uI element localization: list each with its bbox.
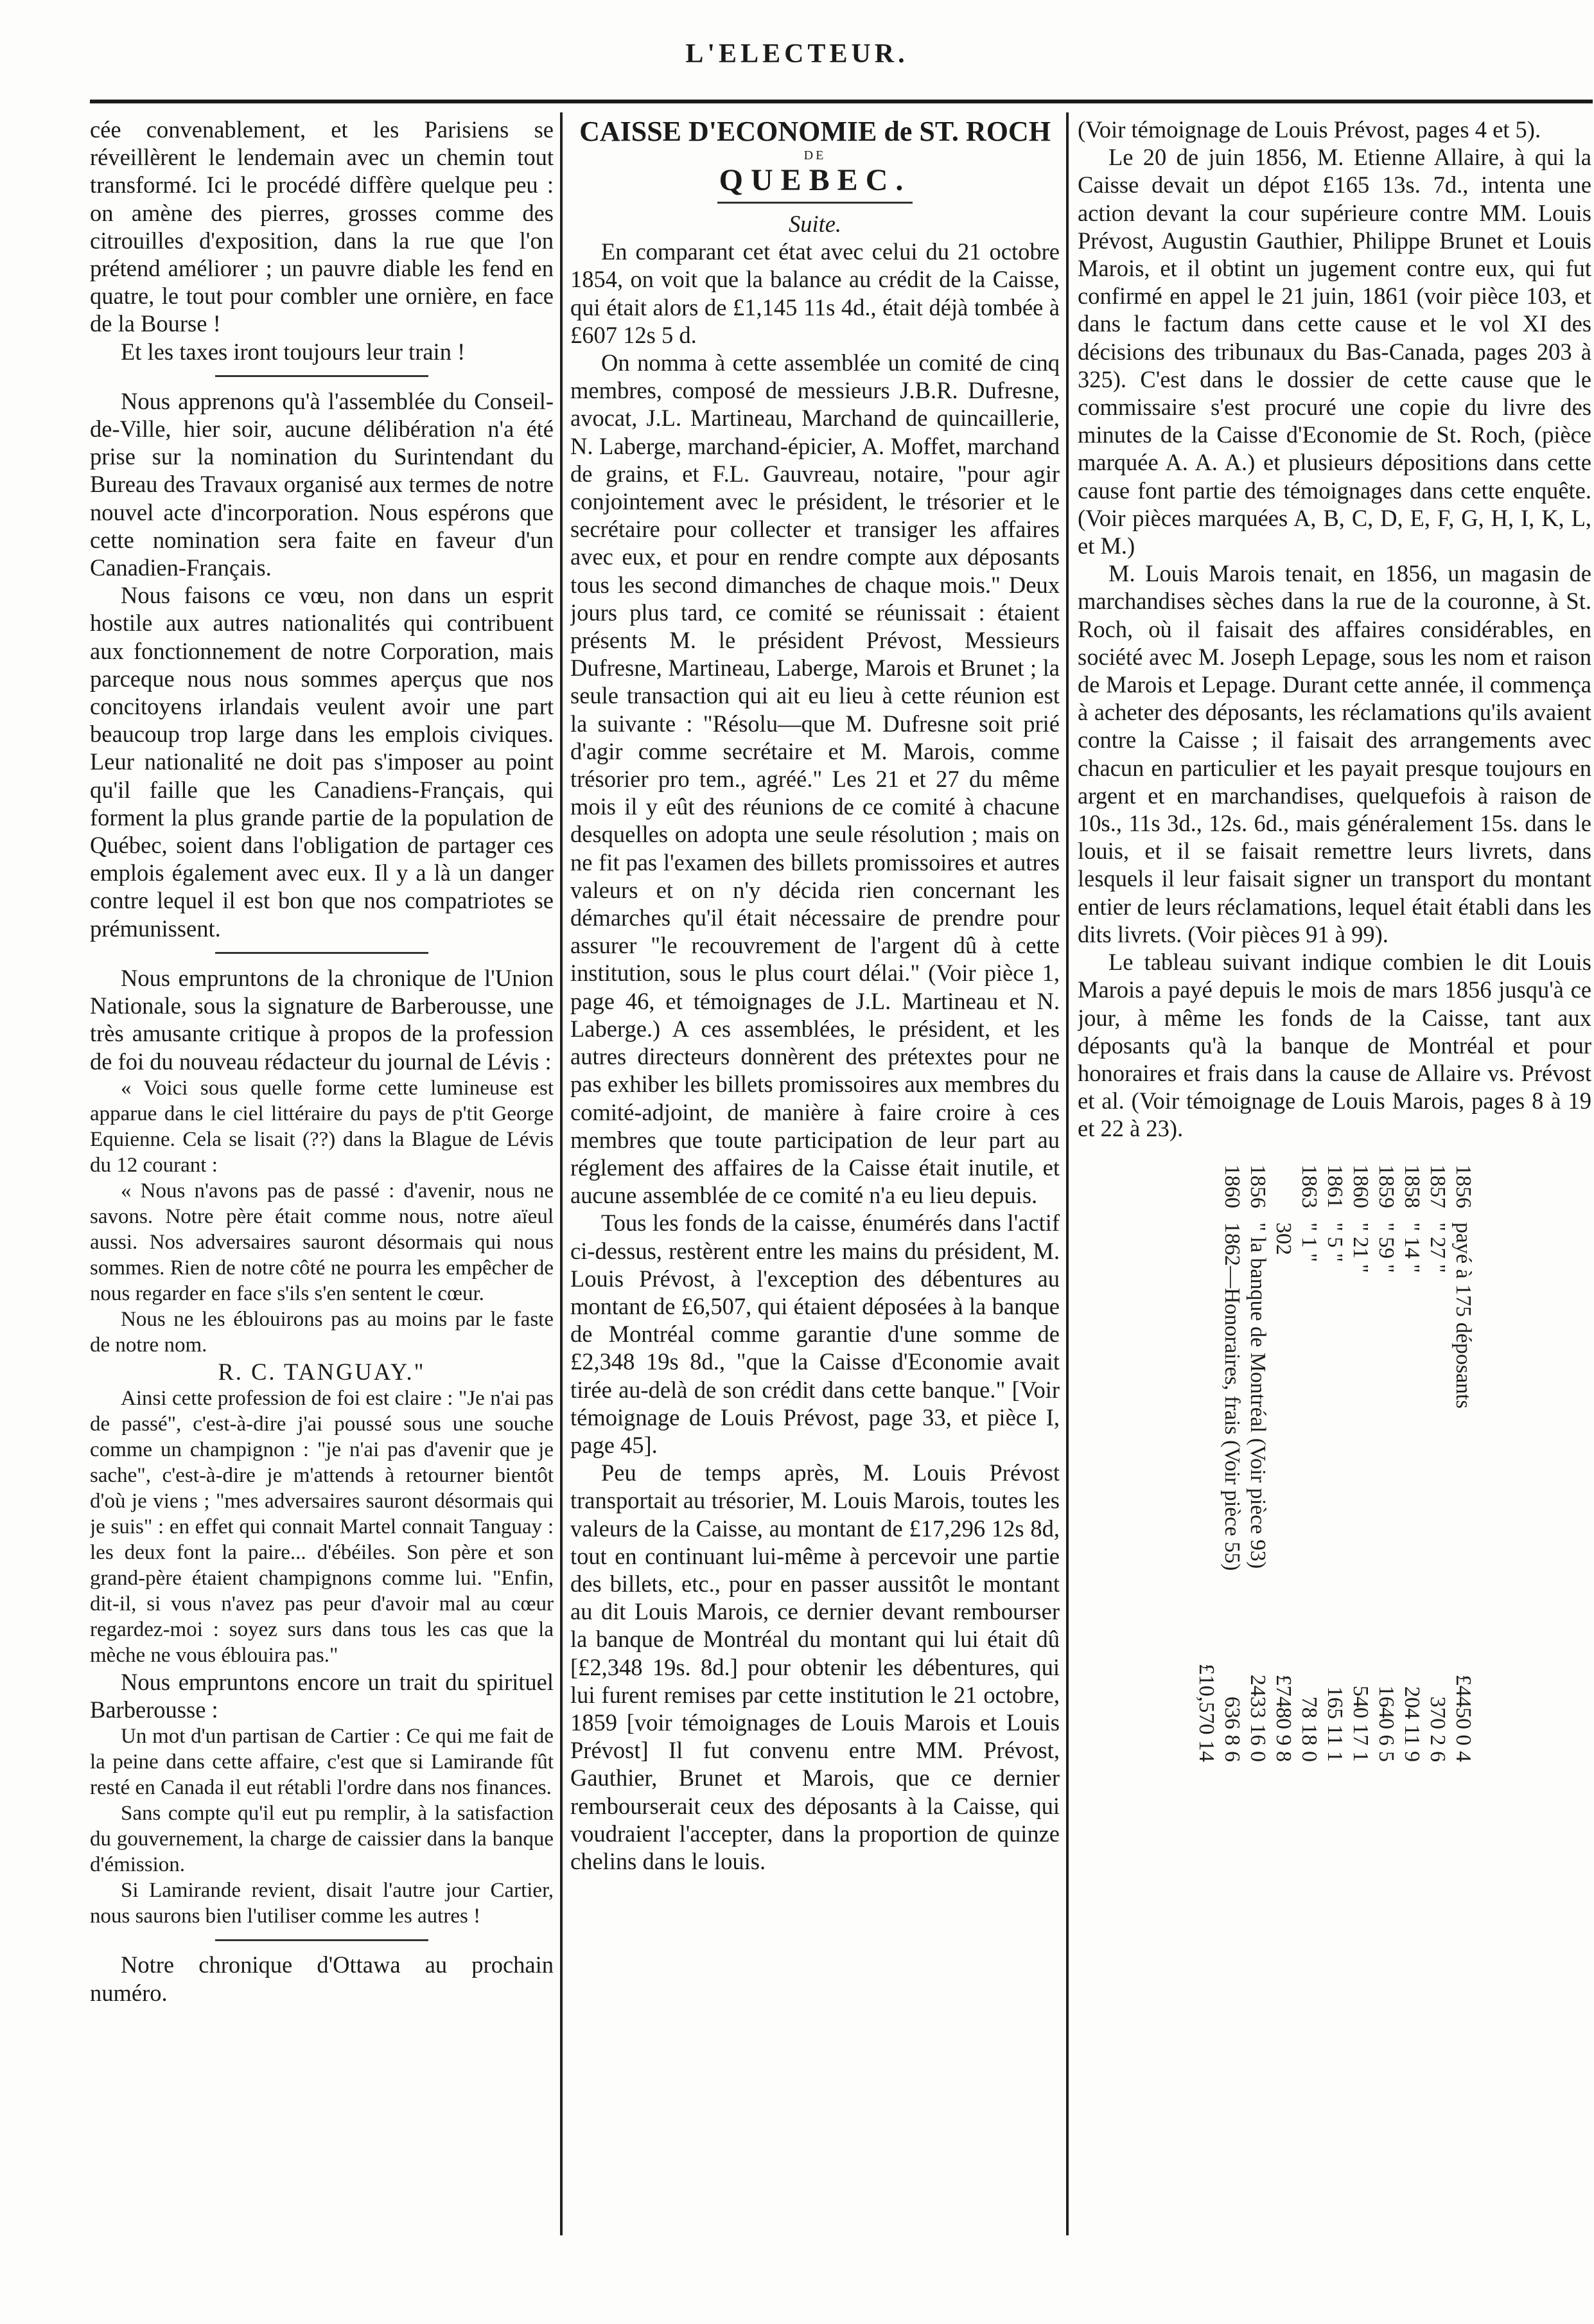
- paragraph: Un mot d'un partisan de Cartier : Ce qui me fait de la peine dans cette affaire, c'est que si Lamirande fût resté en Canada il eut rétabli l'ordre dans nos finances.: [90, 1725, 554, 1800]
- table-year: 1863: [1297, 1164, 1321, 1208]
- table-amount: 370 2 6: [1426, 1696, 1449, 1762]
- table-year: 1859: [1374, 1164, 1398, 1208]
- table-row: [1399, 1165, 1424, 2051]
- table-amount: 204 11 9: [1400, 1686, 1424, 1762]
- table-amount: 636 8 6: [1220, 1696, 1244, 1762]
- masthead: L'ELECTEUR.: [685, 39, 909, 69]
- table-year: 1860: [1349, 1164, 1372, 1208]
- payment-table-area: [1078, 1158, 1591, 2057]
- signature: R. C. TANGUAY.": [218, 1358, 426, 1385]
- table-amount: 540 17 1: [1349, 1685, 1372, 1762]
- paragraph: (Voir témoignage de Louis Prévost, pages 4 et 5).: [1078, 116, 1541, 143]
- article-heading: CAISSE D'ECONOMIE de ST. ROCH: [579, 116, 1051, 147]
- paragraph: Et les taxes iront toujours leur train !: [121, 338, 466, 365]
- table-row: [1322, 1165, 1347, 2051]
- column-1: [90, 116, 554, 2235]
- table-label: " la banque de Montréal (Voir pièce 93): [1246, 1222, 1270, 1569]
- table-label: " 21 ": [1349, 1222, 1372, 1273]
- table-row: [1424, 1165, 1450, 2051]
- table-subtotal-count: 302: [1272, 1222, 1295, 1255]
- table-label: " 5 ": [1323, 1222, 1347, 1262]
- paragraph: cée convenablement, et les Parisiens se réveillèrent le lendemain avec un chemin tout transformé. Ici le procédé diffère quelque peu : on amène des pierres, grosses comme des citrouilles d'exposition, dans la rue que l'on prétend améliorer ; un pauvre diable les fend en quatre, le tout pour combler une ornière, en face de la Bourse !: [90, 116, 554, 337]
- paragraph: Nous apprenons qu'à l'assemblée du Conseil-de-Ville, hier soir, aucune délibération n'a été prise sur la nomination du Surintendant du Bureau des Travaux organisé aux termes de notre nouvel acte d'incorporation. Nous espérons que cette nomination sera faite en faveur d'un Canadien-Français.: [90, 387, 554, 581]
- paragraph: On nomma à cette assemblée un comité de cinq membres, composé de messieurs J.B.R. Dufresne, avocat, J.L. Martineau, Marchand de quincaillerie, N. Laberge, marchand-épicier, A. Moffet, marchand de grains, et F.L. Gauvreau, notaire, "pour agir conjointement avec le président, le trésorier et le secrétaire pour collecter et transiger les affaires avec eux, et pour en rendre compte aux déposants tous les second dimanches de chaque mois." Deux jours plus tard, ce comité se réunissait : étaient présents M. le président Prévost, Messieurs Dufresne, Martineau, Laberge, Marois et Brunet ; la seule transaction qui ait eu lieu à cette réunion est la suivante : "Résolu—que M. Dufresne soit prié d'agir comme secrétaire et M. Marois, comme trésorier pro tem., agréé." Les 21 et 27 du même mois il y eût des réunions de ce comité à chacune desquelles on adopta une seule résolution ; mais on ne fit pas l'examen des billets promissoires et autres valeurs et on n'y décida rien concernant les démarches qu'il était nécessaire de prendre pour assurer "le recouvrement de l'argent dû à cette institution, sous le plus court délai." (Voir pièce 1, page 46, et témoignages de J.L. Martineau et N. Laberge.) A ces assemblées, le président, et les autres directeurs donnèrent des prétextes pour ne pas exhiber les billets promissoires aux membres du comité-adjoint, de manière à faire croire à ces membres que toute participation de leur part au réglement des affaires de la Caisse était inutile, et aucune assemblée de ce comité n'a eu lieu depuis.: [570, 349, 1060, 1209]
- separator: [90, 1933, 554, 1947]
- paragraph: Peu de temps après, M. Louis Prévost transportait au trésorier, M. Louis Marois, toutes les valeurs de la Caisse, au montant de £17,296 12s 8d, tout en continuant lui-même à percevoir une partie des billets, etc., pour en passer aussitôt le montant au dit Louis Marois, ce dernier devant rembourser la banque de Montréal du montant qui lui était dû [£2,348 19s. 8d.] pour obtenir les débentures, qui lui furent remises par cette institution le 21 octobre, 1859 [voir témoignages de Louis Marois et Louis Prévost] Il fut convenu entre MM. Prévost, Gauthier, Brunet et Marois, que ce dernier rembourserait ceux des déposants à la Caisse, qui voudraient l'accepter, dans la proportion de quinze chelins dans le louis.: [570, 1459, 1060, 1874]
- table-label: " 27 ": [1426, 1222, 1449, 1273]
- paragraph: Nous empruntons encore un trait du spirituel Barberousse :: [90, 1668, 554, 1723]
- table-total: £10,570 14: [1195, 1663, 1218, 1762]
- payment-table: [1193, 1165, 1476, 2051]
- paragraph: Le tableau suivant indique combien le dit Louis Marois a payé depuis le mois de mars 1856 jusqu'à ce jour, à même les fonds de la Caisse, tant aux déposants qu'à la banque de Montréal et pour honoraires et frais dans la cause de Allaire vs. Prévost et al. (Voir témoignage de Louis Marois, pages 8 à 19 et 22 à 23).: [1078, 949, 1591, 1142]
- table-label: 1862—Honoraires, frais (Voir pièce 55): [1220, 1222, 1244, 1571]
- paragraph: Nous ne les éblouirons pas au moins par le faste de notre nom.: [90, 1307, 554, 1357]
- table-row: [1245, 1165, 1270, 2051]
- paragraph: Ainsi cette profession de foi est claire : "Je n'ai pas de passé", c'est-à-dire j'ai poussé sous une souche comme un champignon : "je n'ai pas d'avenir que je sache", c'est-à-dire je m'attends à retourner bientôt d'où je viens ; "mes adversaires sauront désormais qui je suis" : en effet qui connait Martel connait Tanguay : les deux font la paire... d'ébéiles. Son père et son grand-père étaient champignons comme lui. "Enfin, dit-il, si vous n'avez pas peur d'avoir mal au cœur regardez-moi : soyez surs dans tous les cas que la mèche ne vous éblouira pas.": [90, 1386, 554, 1667]
- table-amount: £4450 0 4: [1451, 1674, 1475, 1762]
- column-rule-2: [1066, 112, 1069, 2235]
- table-year: 1860: [1220, 1164, 1244, 1208]
- table-amount: 2433 16 0: [1246, 1674, 1270, 1762]
- paragraph: Nous empruntons de la chronique de l'Union Nationale, sous la signature de Barberousse, une très amusante critique à propos de la profession de foi du nouveau rédacteur du journal de Lévis :: [90, 964, 554, 1075]
- paragraph: Notre chronique d'Ottawa au prochain numéro.: [90, 1951, 554, 2006]
- table-amount: 1640 6 5: [1374, 1685, 1398, 1762]
- table-year: 1858: [1400, 1164, 1424, 1208]
- paragraph: « Nous n'avons pas de passé : d'avenir, nous ne savons. Notre père était comme nous, notre aïeul aussi. Nos adversaires sauront désormais qui nous sommes. Rien de notre côté ne pourra les empêcher de nous regarder en face s'ils s'en sentent le cœur.: [90, 1179, 554, 1305]
- table-year: 1856: [1246, 1164, 1270, 1208]
- paragraph: Sans compte qu'il eut pu remplir, à la satisfaction du gouvernement, la charge de caissier dans la banque d'émission.: [90, 1802, 554, 1877]
- table-amount: 78 18 0: [1297, 1696, 1321, 1762]
- paragraph: Si Lamirande revient, disait l'autre jour Cartier, nous saurons bien l'utiliser comme les autres !: [90, 1879, 554, 1928]
- table-row: [1450, 1165, 1476, 2051]
- table-year: 1856: [1451, 1164, 1475, 1208]
- heading-rule: [717, 202, 913, 204]
- table-amount: 165 11 1: [1323, 1686, 1347, 1762]
- paragraph: M. Louis Marois tenait, en 1856, un magasin de marchandises sèches dans la rue de la couronne, à St. Roch, où il faisait des affaires considérables, en société avec M. Joseph Lepage, sous les nom et raison de Marois et Lepage. Durant cette année, il commença à acheter des déposants, les réclamations qu'ils avaient contre la Caisse ; il faisait des arrangements avec chacun en particulier et les payait presque toujours en argent et en marchandises, quelquefois à raison de 10s., 11s 3d., 12s. 6d., mais généralement 15s. dans le louis, et il se faisait remettre leurs livrets, dans lesquels il leur faisait signer un transport du montant entier de leurs réclamations, lequel était établi dans les dits livrets. (Voir pièces 91 à 99).: [1078, 560, 1591, 947]
- article-suite: Suite.: [788, 211, 842, 237]
- table-label: payé à 175 déposants: [1451, 1222, 1475, 1409]
- table-row: [1296, 1165, 1322, 2051]
- table-year: 1857: [1426, 1164, 1449, 1208]
- table-subtotal: £7480 9 8: [1272, 1674, 1295, 1762]
- table-label: " 59 ": [1374, 1222, 1398, 1273]
- column-rule-1: [560, 112, 563, 2235]
- paragraph: Nous faisons ce vœu, non dans un esprit hostile aux autres nationalités qui contribuent aux fonctionnement de notre Corporation, mais parceque nous nous sommes aperçus que nos concitoyens irlandais veulent avoir une part beaucoup trop large dans les emplois civiques. Leur nationalité ne doit pas s'imposer au point qu'il faille que les Canadiens-Français, qui forment la plus grande partie de la population de Québec, soient dans l'obligation de partager ces emplois également avec eux. Il y a là un danger contre lequel il est bon que nos compatriotes se prémunissent.: [90, 582, 554, 942]
- separator: [90, 369, 554, 383]
- paragraph: En comparant cet état avec celui du 21 octobre 1854, on voit que la balance au crédit de la Caisse, qui était alors de £1,145 11s 4d., était déjà tombée à £607 12s 5 d.: [570, 238, 1060, 348]
- table-row: [1347, 1165, 1373, 2051]
- table-label: " 1 ": [1297, 1222, 1321, 1262]
- table-label: " 14 ": [1400, 1222, 1424, 1273]
- article-heading-de: DE: [803, 148, 827, 163]
- table-subtotal-row: [1270, 1165, 1296, 2051]
- table-row: [1373, 1165, 1399, 2051]
- column-2: [570, 116, 1060, 2235]
- column-3: [1078, 116, 1591, 2235]
- table-total-row: [1193, 1165, 1219, 2051]
- article-heading-city: QUEBEC.: [719, 163, 911, 197]
- top-rule: [90, 100, 1593, 103]
- separator: [90, 946, 554, 960]
- paragraph: Tous les fonds de la caisse, énumérés dans l'actif ci-dessus, restèrent entre les mains du président, M. Louis Prévost, à l'exception des débentures au montant de £6,507, qui étaient déposées à la banque de Montréal comme garantie d'une somme de £2,348 19s 8d., "que la Caisse d'Economie avait tirée au-delà de son crédit dans cette banque." [Voir témoignage de Louis Prévost, page 33, et pièce I, page 45].: [570, 1210, 1060, 1458]
- table-row: [1219, 1165, 1245, 2051]
- paragraph: Le 20 de juin 1856, M. Etienne Allaire, à qui la Caisse devait un dépot £165 13s. 7d., intenta une action devant la cour supérieure contre MM. Louis Prévost, Augustin Gauthier, Philippe Brunet et Louis Marois, et il obtint un jugement contre eux, qui fut confirmé en appel le 21 juin, 1861 (voir pièce 103, et dans le factum dans cette cause et le vol XI des décisions des tribunaux du Bas-Canada, pages 203 à 325). C'est dans le dossier de cette cause que le commissaire s'est procuré une copie du livre des minutes de la Caisse d'Economie de St. Roch, (pièce marquée A. A. A.) et plusieurs dépositions dans cette cause font partie des témoignages dans cette enquête. (Voir pièces marquées A, B, C, D, E, F, G, H, I, K, L, et M.): [1078, 144, 1591, 559]
- table-year: 1861: [1323, 1164, 1347, 1208]
- paragraph: « Voici sous quelle forme cette lumineuse est apparue dans le ciel littéraire du pays de p'tit George Equienne. Cela se lisait (??) dans la Blague de Lévis du 12 courant :: [90, 1076, 554, 1177]
